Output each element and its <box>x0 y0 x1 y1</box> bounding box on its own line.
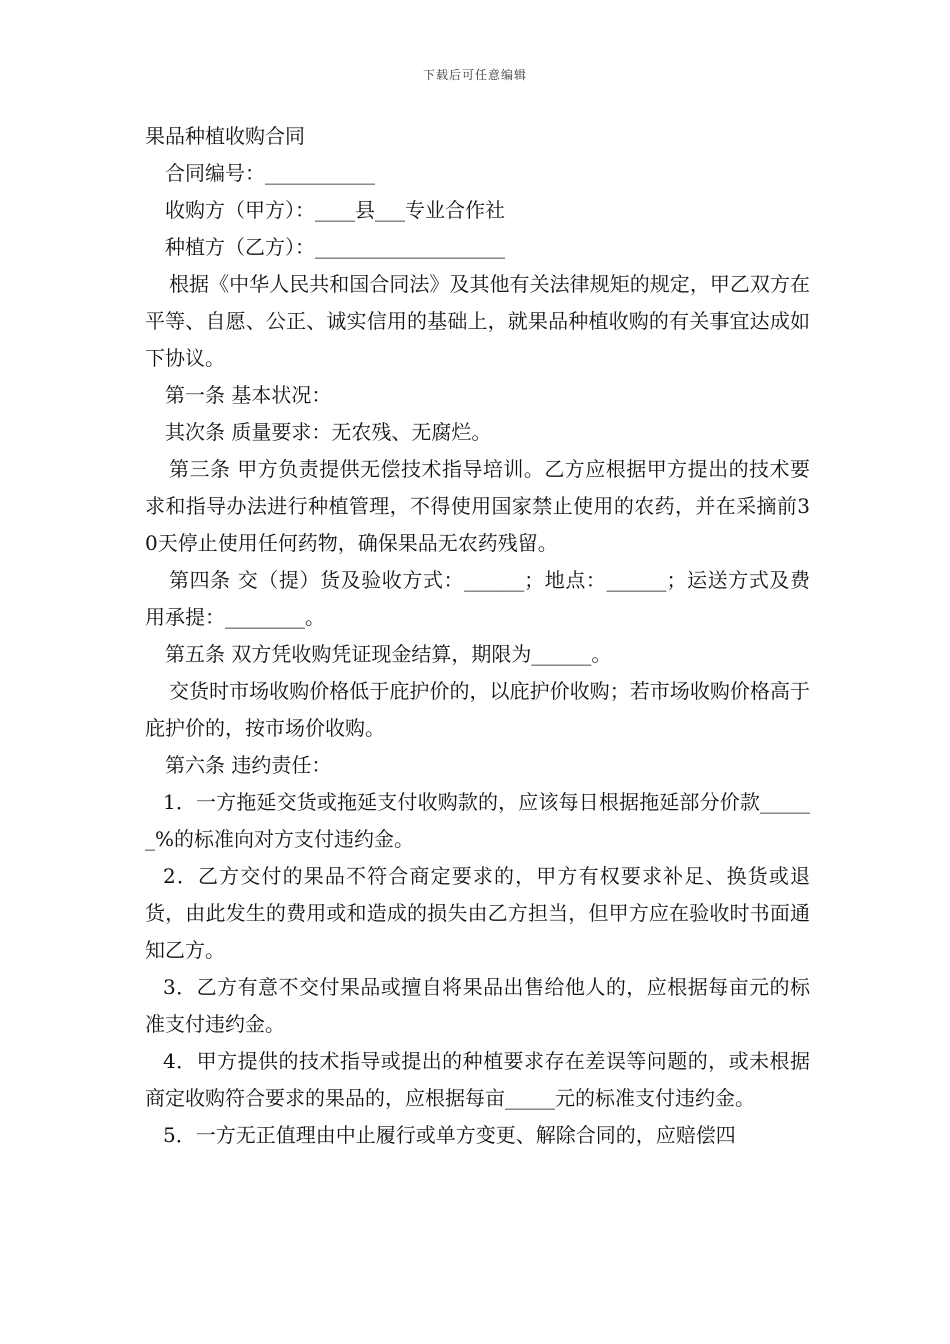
grower-line: 种植方（乙方）：___________________ <box>165 235 505 259</box>
article-1: 第一条 基本状况： <box>165 383 332 407</box>
article-4: 第四条 交（提）货及验收方式：______；地点：______；运送方式及费用承提：________。 <box>145 568 810 629</box>
preamble-paragraph: 根据《中华人民共和国合同法》及其他有关法律规矩的规定，甲乙双方在平等、自愿、公正、诚实信用的基础上，就果品种植收购的有关事宜达成如下协议。 <box>145 272 810 370</box>
document-title: 果品种植收购合同 <box>145 124 305 148</box>
article-5: 第五条 双方凭收购凭证现金结算，期限为______。 <box>165 642 612 666</box>
liability-item-4: 4．甲方提供的技术指导或提出的种植要求存在差误等问题的，或未根据商定收购符合要求的果品的，应根据每亩_____元的标准支付违约金。 <box>145 1049 810 1110</box>
contract-number-line: 合同编号：___________ <box>165 161 375 185</box>
page-header-note: 下载后可任意编辑 <box>422 68 527 82</box>
contract-document <box>145 118 810 1154</box>
liability-item-3: 3．乙方有意不交付果品或擅自将果品出售给他人的，应根据每亩元的标准支付违约金。 <box>145 975 810 1036</box>
article-2: 其次条 质量要求：无农残、无腐烂。 <box>165 420 492 444</box>
buyer-line: 收购方（甲方）：____县___专业合作社 <box>165 198 505 222</box>
article-3: 第三条 甲方负责提供无偿技术指导培训。乙方应根据甲方提出的技术要求和指导办法进行种植管理，不得使用国家禁止使用的农药，并在采摘前30天停止使用任何药物，确保果品无农药残留。 <box>145 457 810 555</box>
liability-item-2: 2．乙方交付的果品不符合商定要求的，甲方有权要求补足、换货或退货，由此发生的费用或和造成的损失由乙方担当，但甲方应在验收时书面通知乙方。 <box>145 864 810 962</box>
article-5-note: 交货时市场收购价格低于庇护价的，以庇护价收购；若市场收购价格高于庇护价的，按市场价收购。 <box>145 679 810 740</box>
liability-item-5: 5．一方无正值理由中止履行或单方变更、解除合同的，应赔偿四 <box>163 1123 736 1147</box>
article-6: 第六条 违约责任： <box>165 753 332 777</box>
liability-item-1: 1．一方拖延交货或拖延支付收购款的，应该每日根据拖延部分价款______%的标准向对方支付违约金。 <box>145 790 810 851</box>
